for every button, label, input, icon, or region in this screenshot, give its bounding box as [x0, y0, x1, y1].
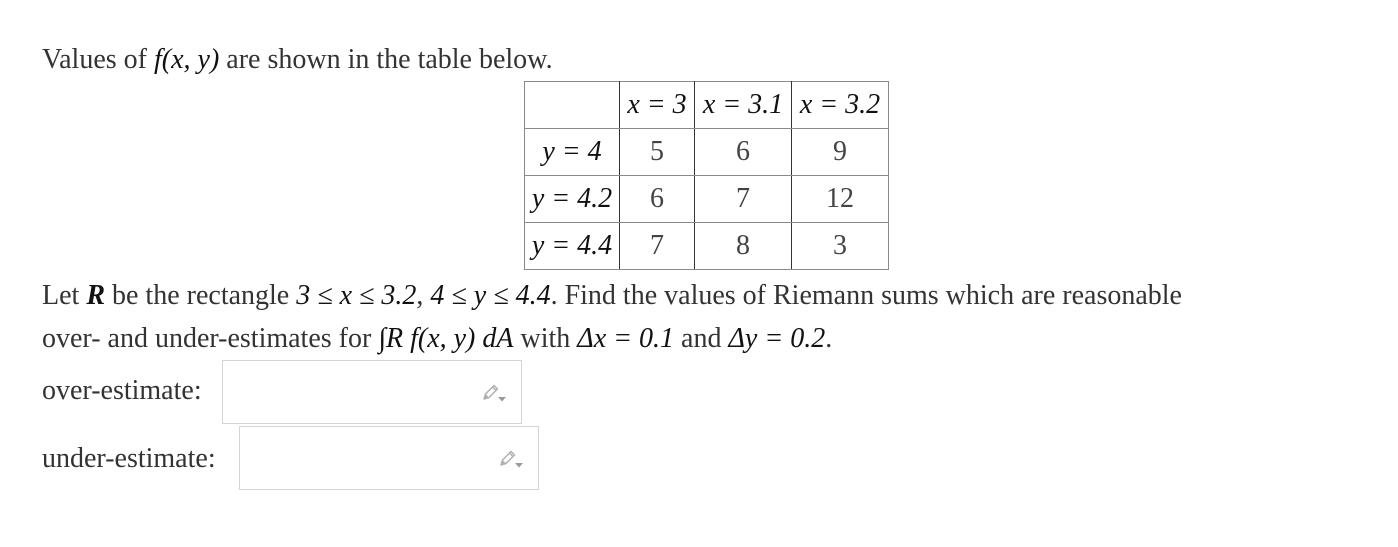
intro-prefix: Values of	[42, 44, 154, 75]
table-cell: 9	[792, 129, 889, 176]
problem-text: be the rectangle	[105, 280, 297, 311]
table-cell: 3	[792, 223, 889, 270]
col-header: x = 3	[620, 82, 695, 129]
col-header: x = 3.1	[695, 82, 792, 129]
row-header: y = 4	[525, 129, 620, 176]
over-estimate-input[interactable]	[222, 360, 522, 424]
header-row	[525, 82, 889, 129]
corner-cell	[525, 82, 620, 129]
problem-text: with	[513, 323, 578, 354]
table-cell: 6	[695, 129, 792, 176]
table-cell: 8	[695, 223, 792, 270]
delta-y: Δy = 0.2	[728, 323, 826, 354]
pencil-icon[interactable]	[498, 449, 524, 469]
over-estimate-label: over-estimate:	[42, 375, 202, 406]
problem-text: over- and under-estimates for	[42, 323, 379, 354]
problem-text: .	[825, 323, 833, 354]
intro-text	[42, 43, 553, 77]
row-header: y = 4.4	[525, 223, 620, 270]
table-row	[525, 223, 889, 270]
table-row	[525, 176, 889, 223]
table-cell: 7	[695, 176, 792, 223]
problem-text: . Find the values of Riemann sums which are reasonable	[550, 280, 1182, 311]
delta-x: Δx = 0.1	[577, 323, 675, 354]
x-range: 3 ≤ x ≤ 3.2	[296, 280, 417, 311]
problem-text: ,	[416, 280, 431, 311]
table-cell: 5	[620, 129, 695, 176]
region-symbol: R	[86, 280, 105, 311]
row-header: y = 4.2	[525, 176, 620, 223]
table-row	[525, 129, 889, 176]
problem-line-2	[42, 322, 832, 356]
intro-suffix: are shown in the table below.	[219, 44, 553, 75]
table-cell: 12	[792, 176, 889, 223]
pencil-icon[interactable]	[481, 383, 507, 403]
col-header: x = 3.2	[792, 82, 889, 129]
problem-text: and	[674, 323, 729, 354]
problem-line-1	[42, 279, 1182, 313]
problem-text: Let	[42, 280, 87, 311]
under-estimate-input[interactable]	[239, 426, 539, 490]
table-cell: 6	[620, 176, 695, 223]
values-table	[524, 81, 889, 270]
integral-expression: ∫R f(x, y) dA	[378, 323, 514, 354]
under-estimate-label: under-estimate:	[42, 443, 216, 474]
table-cell: 7	[620, 223, 695, 270]
intro-function: f(x, y)	[153, 44, 220, 75]
y-range: 4 ≤ y ≤ 4.4	[430, 280, 551, 311]
